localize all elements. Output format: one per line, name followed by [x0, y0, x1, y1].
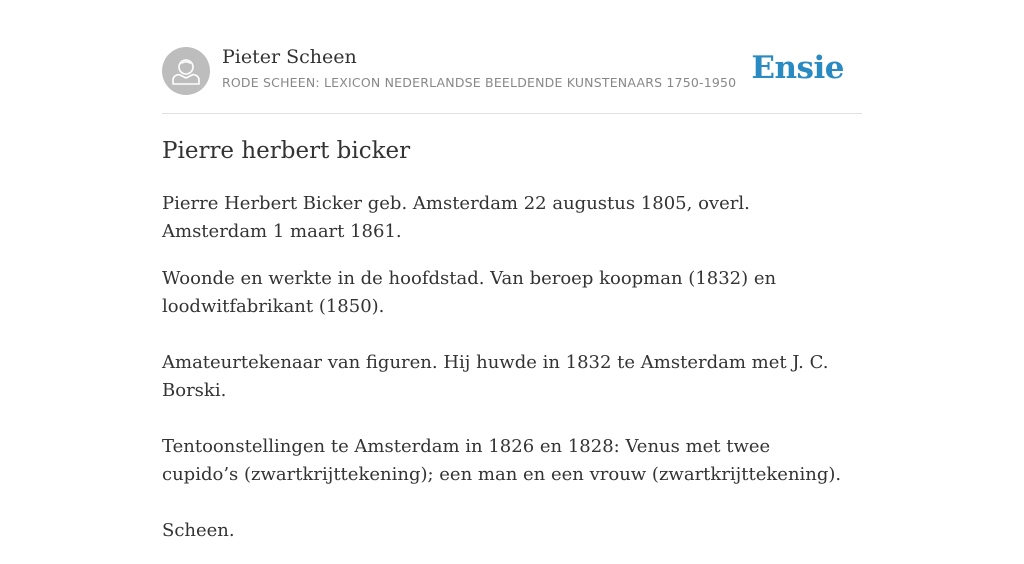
- paragraph: Scheen.: [162, 520, 235, 541]
- paragraph: Woonde en werkte in de hoofdstad. Van beroep koopman (1832) en loodwitfabrikant (1850).: [162, 268, 777, 317]
- article-header: [162, 46, 862, 96]
- article-title: Pierre herbert bicker: [162, 138, 411, 164]
- paragraph: Tentoonstellingen te Amsterdam in 1826 en 1828: Venus met twee cupido’s (zwartkrijttekening); een man en een vrouw (zwartkrijttekening).: [162, 436, 842, 485]
- source-title[interactable]: RODE SCHEEN: LEXICON NEDERLANDSE BEELDENDE KUNSTENAARS 1750-1950: [222, 75, 737, 90]
- user-icon: [162, 47, 210, 95]
- header-divider: [162, 113, 862, 114]
- paragraph: Amateurtekenaar van figuren. Hij huwde in 1832 te Amsterdam met J. C. Borski.: [162, 352, 829, 401]
- article-body: [162, 190, 852, 564]
- paragraph: Pierre Herbert Bicker geb. Amsterdam 22 augustus 1805, overl. Amsterdam 1 maart 1861.: [162, 193, 750, 242]
- author-name[interactable]: Pieter Scheen: [222, 46, 357, 68]
- author-avatar[interactable]: [162, 47, 210, 95]
- ensie-logo[interactable]: Ensie: [751, 50, 844, 86]
